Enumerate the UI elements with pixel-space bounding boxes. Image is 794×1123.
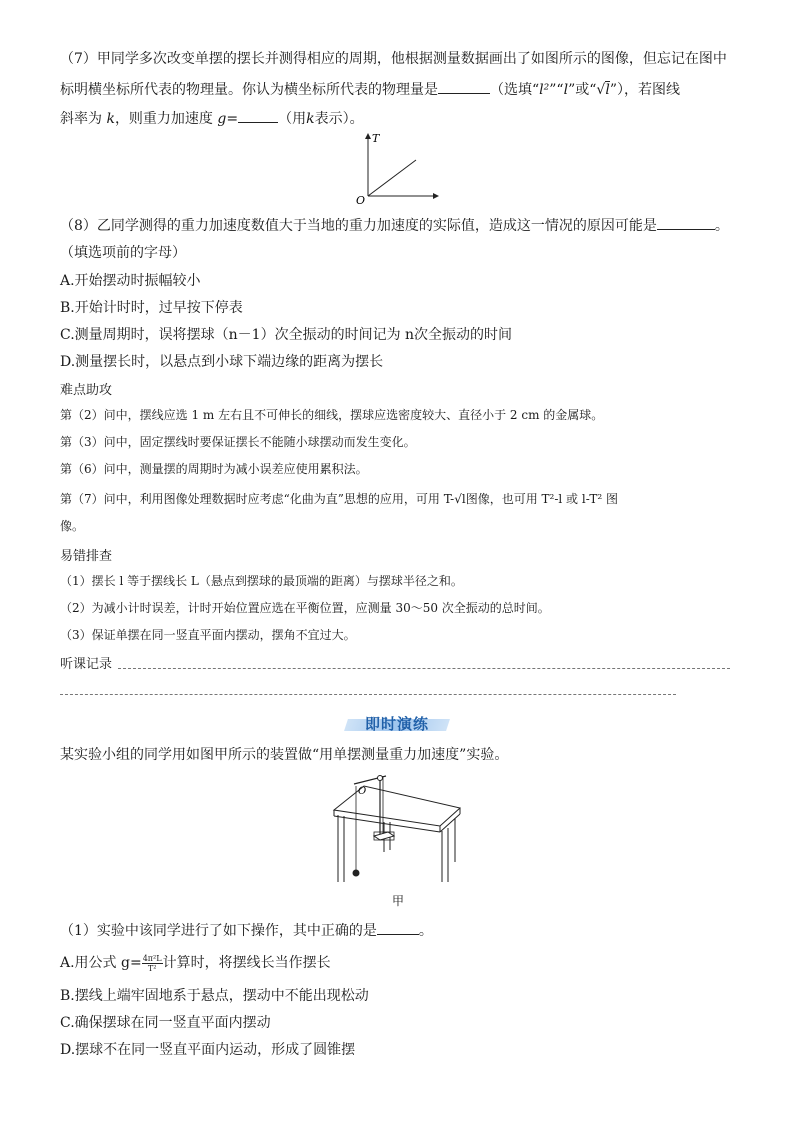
q7-line-1: （7）甲同学多次改变单摆的摆长并测得相应的周期，他根据测量数据画出了如图所示的图像，但忘记在图中 bbox=[60, 51, 727, 67]
t-graph bbox=[354, 130, 444, 206]
exercise-q1-answer-blank[interactable] bbox=[377, 920, 419, 935]
q8-option-a: A.开始摆动时振幅较小 bbox=[60, 273, 201, 289]
exercise-option-d: D.摆球不在同一竖直平面内运动，形成了圆锥摆 bbox=[60, 1042, 356, 1058]
exercise-option-b: B.摆线上端牢固地系于悬点，摆动中不能出现松动 bbox=[60, 988, 369, 1004]
error-item: （1）摆长 l 等于摆线长 L（悬点到摆球的最顶端的距离）与摆球半径之和。 bbox=[60, 574, 463, 588]
data-line bbox=[368, 160, 416, 196]
error-item: （2）为减小计时误差，计时开始位置应选在平衡位置，应测量 30～50 次全振动的总时间。 bbox=[60, 601, 550, 615]
formula-fraction: $\frac{\text{4π²L}}{\text{T²}}$ bbox=[142, 953, 162, 973]
difficulty-item: 第（3）问中，固定摆线时要保证摆长不能随小球摆动而发生变化。 bbox=[60, 435, 416, 449]
figure-caption: 甲 bbox=[392, 894, 405, 908]
q7-answer-blank-1[interactable] bbox=[438, 79, 490, 94]
table-top bbox=[334, 786, 460, 826]
q8-answer-blank[interactable] bbox=[657, 215, 715, 230]
difficulty-item: 第（2）问中，摆线应选 1 m 左右且不可伸长的细线，摆球应选密度较大、直径小于 2 cm 的金属球。 bbox=[60, 408, 604, 422]
exercise-q1: （1）实验中该同学进行了如下操作，其中正确的是 。 bbox=[60, 920, 433, 940]
notes-line[interactable] bbox=[60, 694, 676, 695]
q8-line-1: （8）乙同学测得的重力加速度数值大于当地的重力加速度的实际值，造成这一情况的原因可能是 。 bbox=[60, 215, 729, 235]
notes-line[interactable] bbox=[118, 668, 730, 669]
difficulty-item: 第（7）问中，利用图像处理数据时应考虑“化曲为直”思想的应用，可用 T-√l图像，也可用 T²-l 或 l-T² 图 bbox=[60, 492, 618, 506]
q8-line-2: （填选项前的字母） bbox=[60, 245, 186, 261]
q8-option-d: D.测量摆长时，以悬点到小球下端边缘的距离为摆长 bbox=[60, 354, 384, 370]
exercise-intro: 某实验小组的同学用如图甲所示的装置做“用单摆测量重力加速度”实验。 bbox=[60, 747, 509, 763]
notes-label: 听课记录 bbox=[60, 657, 113, 672]
pivot-label: O bbox=[358, 786, 367, 797]
stand-base bbox=[374, 832, 394, 840]
practice-banner: 即时演练 bbox=[346, 713, 448, 733]
difficulty-item: 像。 bbox=[60, 519, 85, 533]
q7-line-3: 斜率为 k，则重力加速度 g= （用k表示）。 bbox=[60, 108, 364, 128]
q8-option-b: B.开始计时时，过早按下停表 bbox=[60, 300, 243, 316]
errors-title: 易错排查 bbox=[60, 549, 113, 564]
difficulty-item: 第（6）问中，测量摆的周期时为减小误差应使用累积法。 bbox=[60, 462, 368, 476]
pendulum-apparatus-figure bbox=[330, 770, 466, 888]
origin-label: O bbox=[356, 194, 366, 206]
q7-answer-blank-2[interactable] bbox=[238, 108, 278, 123]
exercise-option-c: C.确保摆球在同一竖直平面内摆动 bbox=[60, 1015, 271, 1031]
t-axis-label: T bbox=[372, 132, 380, 145]
q7-line-2: 标明横坐标所代表的物理量。你认为横坐标所代表的物理量是 （选填“l²”“l”或“√l”），若图线 bbox=[60, 79, 680, 99]
error-item: （3）保证单摆在同一竖直平面内摆动，摆角不宜过大。 bbox=[60, 628, 356, 642]
exercise-option-a: A.用公式 g= $\frac{\text{4π²L}}{\text{T²}}$ 计算时，将摆线长当作摆长 bbox=[60, 953, 331, 973]
difficulty-title: 难点助攻 bbox=[60, 383, 113, 398]
pendulum-bob bbox=[353, 870, 360, 877]
q8-option-c: C.测量周期时，误将摆球（n－1）次全振动的时间记为 n次全振动的时间 bbox=[60, 327, 513, 343]
